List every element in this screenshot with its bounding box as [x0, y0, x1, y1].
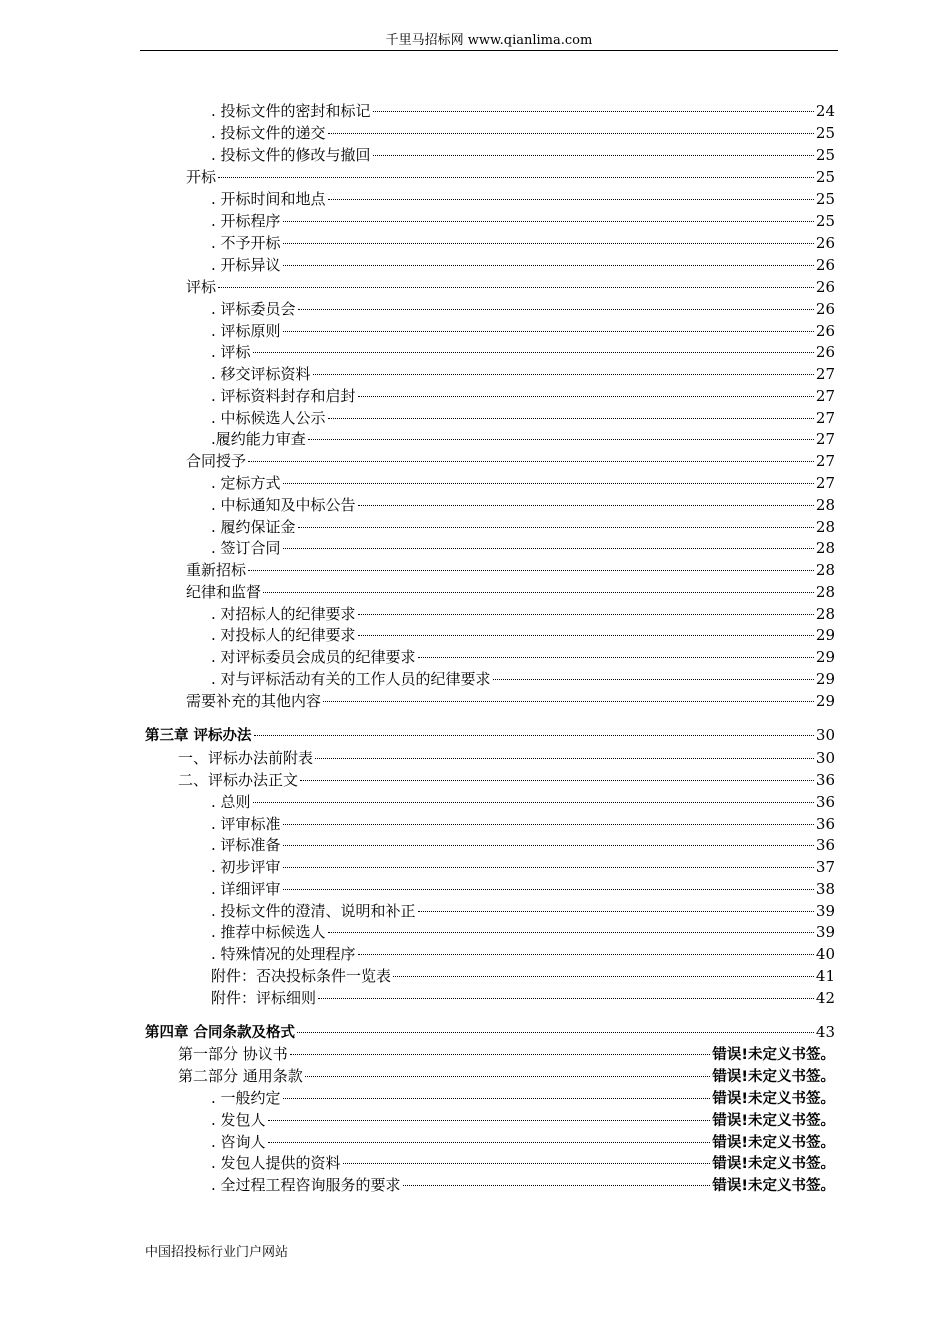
toc-entry[interactable] — [211, 1109, 835, 1131]
toc-dot-leader — [323, 701, 814, 702]
toc-entry[interactable] — [211, 100, 835, 122]
toc-dot-leader — [358, 954, 814, 955]
toc-entry-page: 36 — [815, 815, 835, 833]
toc-entry[interactable] — [211, 791, 835, 813]
toc-entry-title: 第四章 合同条款及格式 — [145, 1025, 296, 1041]
toc-dot-leader — [318, 998, 814, 999]
toc-entry-title: . 评标 — [211, 343, 251, 361]
toc-entry-title: 开标 — [186, 168, 217, 186]
toc-dot-leader — [358, 505, 814, 506]
toc-entry-title: . 对投标人的纪律要求 — [211, 626, 356, 644]
toc-entry[interactable] — [186, 450, 835, 472]
toc-dot-leader — [268, 1120, 711, 1121]
toc-entry[interactable] — [211, 900, 835, 922]
toc-entry[interactable] — [211, 834, 835, 856]
toc-dot-leader — [218, 287, 814, 288]
toc-entry[interactable] — [211, 943, 835, 965]
toc-entry-page: 27 — [815, 474, 835, 492]
toc-entry-title: . 详细评审 — [211, 880, 281, 898]
toc-dot-leader — [283, 331, 814, 332]
toc-entry[interactable] — [178, 747, 835, 769]
toc-entry[interactable] — [211, 494, 835, 516]
toc-entry-page: 26 — [815, 300, 835, 318]
toc-entry-title: 评标 — [186, 278, 217, 296]
toc-entry-title: . 定标方式 — [211, 474, 281, 492]
toc-entry-page: 36 — [815, 771, 835, 789]
toc-dot-leader — [313, 374, 814, 375]
toc-dot-leader — [300, 780, 814, 781]
toc-dot-leader — [328, 199, 814, 200]
toc-entry-title: . 评标原则 — [211, 322, 281, 340]
toc-entry[interactable] — [211, 813, 835, 835]
toc-entry-title: . 开标程序 — [211, 212, 281, 230]
toc-entry-title: . 推荐中标候选人 — [211, 923, 326, 941]
toc-entry-page: 29 — [815, 626, 835, 644]
toc-dot-leader — [305, 1076, 711, 1077]
toc-entry[interactable] — [211, 921, 835, 943]
toc-entry[interactable] — [211, 987, 835, 1009]
toc-entry-page: 29 — [815, 670, 835, 688]
toc-dot-leader — [248, 461, 814, 462]
toc-dot-leader — [308, 439, 814, 440]
toc-entry-title: 需要补充的其他内容 — [186, 692, 322, 710]
toc-entry-page: 27 — [815, 430, 835, 448]
toc-entry-page: 40 — [815, 945, 835, 963]
toc-entry-title: 二、评标办法正文 — [178, 771, 299, 789]
toc-entry-title: . 投标文件的修改与撤回 — [211, 146, 371, 164]
toc-dot-leader — [373, 155, 814, 156]
toc-entry[interactable] — [211, 856, 835, 878]
toc-entry[interactable] — [211, 232, 835, 254]
toc-entry-page: 28 — [815, 561, 835, 579]
toc-entry-title: .履约能力审查 — [211, 430, 306, 448]
toc-entry[interactable] — [186, 581, 835, 603]
toc-dot-leader — [283, 1098, 711, 1099]
toc-entry-title: . 移交评标资料 — [211, 365, 311, 383]
toc-dot-leader — [283, 889, 814, 890]
toc-entry-page: 25 — [815, 146, 835, 164]
toc-entry-title: . 对与评标活动有关的工作人员的纪律要求 — [211, 670, 491, 688]
toc-entry-page: 27 — [815, 409, 835, 427]
toc-entry-page: 28 — [815, 583, 835, 601]
toc-entry[interactable] — [211, 122, 835, 144]
toc-entry-title: 一、评标办法前附表 — [178, 749, 314, 767]
toc-entry[interactable] — [211, 363, 835, 385]
toc-entry[interactable] — [211, 298, 835, 320]
toc-entry-title: . 特殊情况的处理程序 — [211, 945, 356, 963]
toc-entry-title: . 签订合同 — [211, 539, 281, 557]
toc-entry-page: 29 — [815, 692, 835, 710]
toc-entry[interactable] — [186, 690, 835, 712]
toc-entry-title: . 开标时间和地点 — [211, 190, 326, 208]
toc-dot-leader — [290, 1054, 711, 1055]
toc-entry-page: 43 — [815, 1023, 835, 1041]
toc-entry-title: . 发包人提供的资料 — [211, 1154, 341, 1172]
toc-dot-leader — [218, 177, 814, 178]
toc-entry-page: 错误!未定义书签。 — [712, 1113, 835, 1129]
toc-entry[interactable] — [211, 878, 835, 900]
toc-entry-page: 27 — [815, 387, 835, 405]
toc-entry[interactable] — [211, 210, 835, 232]
toc-entry-page: 29 — [815, 648, 835, 666]
toc-entry-title: . 一般约定 — [211, 1089, 281, 1107]
toc-entry[interactable] — [211, 341, 835, 363]
toc-entry[interactable] — [211, 428, 835, 450]
toc-entry-title: . 履约保证金 — [211, 518, 296, 536]
toc-entry-title: . 初步评审 — [211, 858, 281, 876]
toc-entry[interactable] — [211, 1131, 835, 1153]
toc-dot-leader — [403, 1185, 711, 1186]
toc-entry-page: 36 — [815, 836, 835, 854]
toc-entry-title: . 投标文件的澄清、说明和补正 — [211, 902, 416, 920]
toc-entry-page: 38 — [815, 880, 835, 898]
toc-entry-title: 附件：评标细则 — [211, 989, 317, 1007]
toc-entry-page: 错误!未定义书签。 — [712, 1091, 835, 1107]
toc-entry-page: 26 — [815, 256, 835, 274]
toc-entry[interactable] — [211, 1087, 835, 1109]
toc-dot-leader — [253, 802, 814, 803]
toc-entry-page: 28 — [815, 496, 835, 514]
toc-dot-leader — [343, 1163, 711, 1164]
toc-dot-leader — [283, 845, 814, 846]
toc-entry-title: 合同授予 — [186, 452, 247, 470]
toc-entry-page: 26 — [815, 322, 835, 340]
toc-entry-page: 42 — [815, 989, 835, 1007]
toc-dot-leader — [253, 352, 814, 353]
toc-entry[interactable] — [211, 603, 835, 625]
toc-entry[interactable] — [211, 144, 835, 166]
toc-entry-page: 36 — [815, 793, 835, 811]
toc-entry-title: . 评标准备 — [211, 836, 281, 854]
toc-entry-page: 39 — [815, 902, 835, 920]
toc-chapter-entry[interactable] — [145, 1021, 835, 1043]
toc-entry-page: 25 — [815, 124, 835, 142]
toc-entry-page: 41 — [815, 967, 835, 985]
toc-entry[interactable] — [211, 188, 835, 210]
toc-entry-page: 27 — [815, 365, 835, 383]
toc-dot-leader — [248, 570, 814, 571]
toc-entry[interactable] — [211, 472, 835, 494]
toc-entry-title: . 评审标准 — [211, 815, 281, 833]
toc-entry-page: 30 — [815, 749, 835, 767]
toc-entry-title: . 开标异议 — [211, 256, 281, 274]
toc-entry[interactable] — [178, 1065, 835, 1087]
toc-entry[interactable] — [211, 624, 835, 646]
toc-entry-title: 纪律和监督 — [186, 583, 262, 601]
toc-entry-title: . 对评标委员会成员的纪律要求 — [211, 648, 416, 666]
toc-dot-leader — [283, 265, 814, 266]
toc-entry[interactable] — [211, 668, 835, 690]
toc-entry-page: 25 — [815, 190, 835, 208]
toc-entry[interactable] — [178, 769, 835, 791]
toc-entry-title: . 总则 — [211, 793, 251, 811]
toc-entry[interactable] — [211, 254, 835, 276]
toc-entry[interactable] — [211, 1174, 835, 1196]
toc-entry[interactable] — [186, 166, 835, 188]
toc-dot-leader — [254, 735, 814, 736]
toc-dot-leader — [263, 592, 814, 593]
toc-dot-leader — [283, 221, 814, 222]
toc-entry-title: 第二部分 通用条款 — [178, 1067, 303, 1085]
toc-entry-title: . 投标文件的递交 — [211, 124, 326, 142]
toc-dot-leader — [358, 614, 814, 615]
toc-entry[interactable] — [178, 1043, 835, 1065]
toc-entry-title: . 对招标人的纪律要求 — [211, 605, 356, 623]
toc-entry[interactable] — [211, 646, 835, 668]
toc-entry-page: 28 — [815, 518, 835, 536]
page-header: 千里马招标网 www.qianlima.com — [385, 33, 593, 48]
toc-entry[interactable] — [211, 516, 835, 538]
toc-entry-title: 第一部分 协议书 — [178, 1045, 288, 1063]
toc-entry[interactable] — [186, 559, 835, 581]
page-footer: 中国招投标行业门户网站 — [145, 1245, 289, 1260]
toc-entry-page: 30 — [815, 726, 835, 744]
toc-dot-leader — [283, 243, 814, 244]
toc-entry-page: 错误!未定义书签。 — [712, 1069, 835, 1085]
toc-entry-page: 24 — [815, 102, 835, 120]
toc-entry-page: 26 — [815, 234, 835, 252]
toc-dot-leader — [315, 758, 814, 759]
toc-dot-leader — [298, 309, 814, 310]
toc-dot-leader — [283, 548, 814, 549]
toc-entry-title: . 中标候选人公示 — [211, 409, 326, 427]
toc-entry-page: 25 — [815, 168, 835, 186]
toc-dot-leader — [328, 418, 814, 419]
toc-dot-leader — [418, 657, 814, 658]
toc-entry-page: 28 — [815, 539, 835, 557]
toc-dot-leader — [298, 527, 814, 528]
toc-dot-leader — [283, 483, 814, 484]
toc-dot-leader — [268, 1142, 711, 1143]
toc-entry[interactable] — [211, 385, 835, 407]
toc-entry-title: 第三章 评标办法 — [145, 728, 252, 744]
toc-entry-page: 37 — [815, 858, 835, 876]
toc-entry-page: 28 — [815, 605, 835, 623]
toc-entry-title: . 不予开标 — [211, 234, 281, 252]
toc-dot-leader — [328, 133, 814, 134]
toc-entry-page: 26 — [815, 278, 835, 296]
toc-entry-page: 错误!未定义书签。 — [712, 1178, 835, 1194]
toc-entry-title: . 投标文件的密封和标记 — [211, 102, 371, 120]
toc-dot-leader — [373, 111, 814, 112]
toc-entry[interactable] — [186, 276, 835, 298]
toc-entry-title: . 评标资料封存和启封 — [211, 387, 356, 405]
toc-entry[interactable] — [211, 407, 835, 429]
toc-dot-leader — [358, 635, 814, 636]
toc-dot-leader — [283, 824, 814, 825]
toc-entry[interactable] — [211, 1152, 835, 1174]
toc-dot-leader — [358, 396, 814, 397]
toc-entry-page: 错误!未定义书签。 — [712, 1047, 835, 1063]
toc-dot-leader — [418, 911, 814, 912]
toc-entry-title: . 全过程工程咨询服务的要求 — [211, 1176, 401, 1194]
toc-dot-leader — [493, 679, 814, 680]
toc-entry-page: 25 — [815, 212, 835, 230]
toc-entry[interactable] — [211, 320, 835, 342]
toc-entry-page: 26 — [815, 343, 835, 361]
toc-dot-leader — [297, 1032, 814, 1033]
toc-dot-leader — [328, 932, 814, 933]
toc-entry[interactable] — [211, 537, 835, 559]
toc-chapter-entry[interactable] — [145, 724, 835, 746]
toc-entry-page: 27 — [815, 452, 835, 470]
toc-entry-title: 附件：否决投标条件一览表 — [211, 967, 392, 985]
toc-entry-page: 错误!未定义书签。 — [712, 1156, 835, 1172]
toc-dot-leader — [393, 976, 814, 977]
toc-entry-title: . 评标委员会 — [211, 300, 296, 318]
toc-dot-leader — [283, 867, 814, 868]
toc-entry-title: . 发包人 — [211, 1111, 266, 1129]
toc-entry[interactable] — [211, 965, 835, 987]
toc-entry-title: 重新招标 — [186, 561, 247, 579]
toc-entry-title: . 中标通知及中标公告 — [211, 496, 356, 514]
toc-entry-title: . 咨询人 — [211, 1133, 266, 1151]
toc-entry-page: 错误!未定义书签。 — [712, 1135, 835, 1151]
toc-entry-page: 39 — [815, 923, 835, 941]
